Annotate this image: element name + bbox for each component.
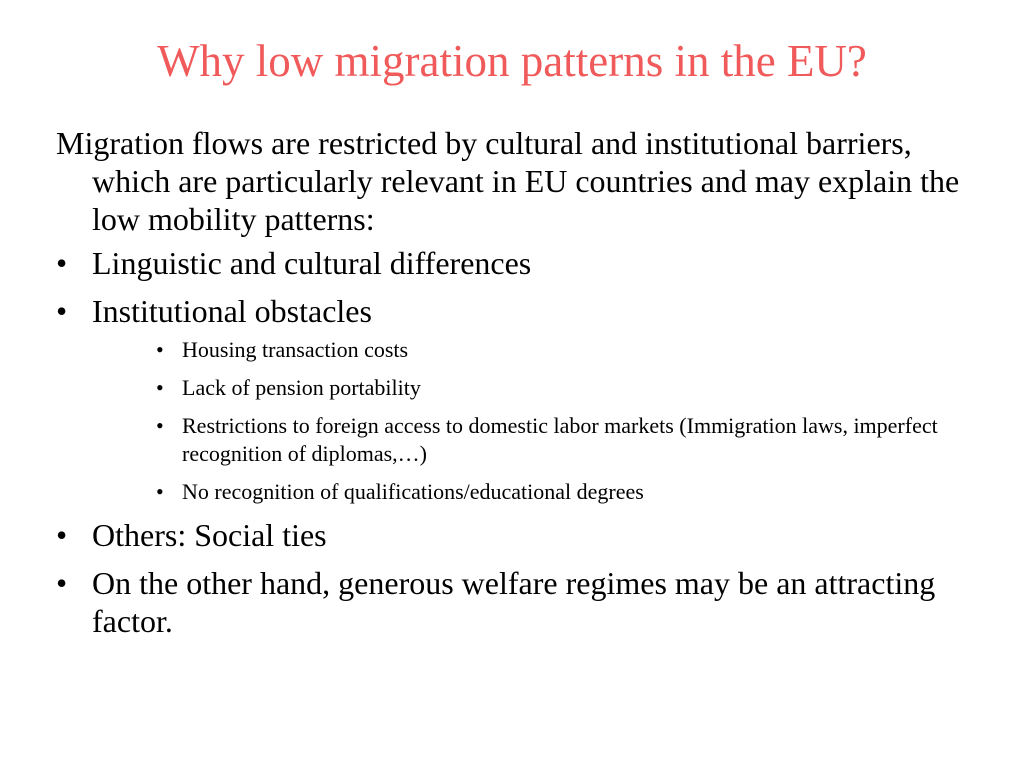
sub-bullet-dot: • [156,337,164,362]
slide-body [56,124,986,650]
bullet-item [56,516,986,554]
sub-bullet-dot: • [156,479,164,504]
bullet-text: Linguistic and cultural differences [92,245,532,281]
sub-bullet-dot: • [156,413,164,438]
sub-bullet-dot: • [156,375,164,400]
bullet-text: Others: Social ties [92,517,327,553]
slide-title: Why low migration patterns in the EU? [157,36,867,86]
sub-bullet-text: No recognition of qualifications/educational degrees [182,479,644,504]
sub-bullet-item [56,478,986,506]
bullet-text: On the other hand, generous welfare regimes may be an attracting factor. [92,565,936,639]
bullet-dot: • [56,565,68,601]
bullet-item [56,244,986,282]
sub-bullet-list [56,336,986,506]
bullet-dot: • [56,245,68,281]
bullet-text: Institutional obstacles [92,293,372,329]
intro-paragraph: Migration flows are restricted by cultural and institutional barriers, which are particularly relevant in EU countries and may explain the low mobility patterns: [56,125,960,237]
sub-bullet-item [56,412,986,468]
sub-bullet-item [56,336,986,364]
sub-bullet-text: Lack of pension portability [182,375,421,400]
sub-bullet-item [56,374,986,402]
bullet-item [56,292,986,330]
bullet-item [56,564,986,640]
sub-bullet-text: Housing transaction costs [182,337,409,362]
bullet-dot: • [56,293,68,329]
sub-bullet-text: Restrictions to foreign access to domestic labor markets (Immigration laws, imperfect recognition of diplomas,…) [182,413,938,466]
bullet-dot: • [56,517,68,553]
